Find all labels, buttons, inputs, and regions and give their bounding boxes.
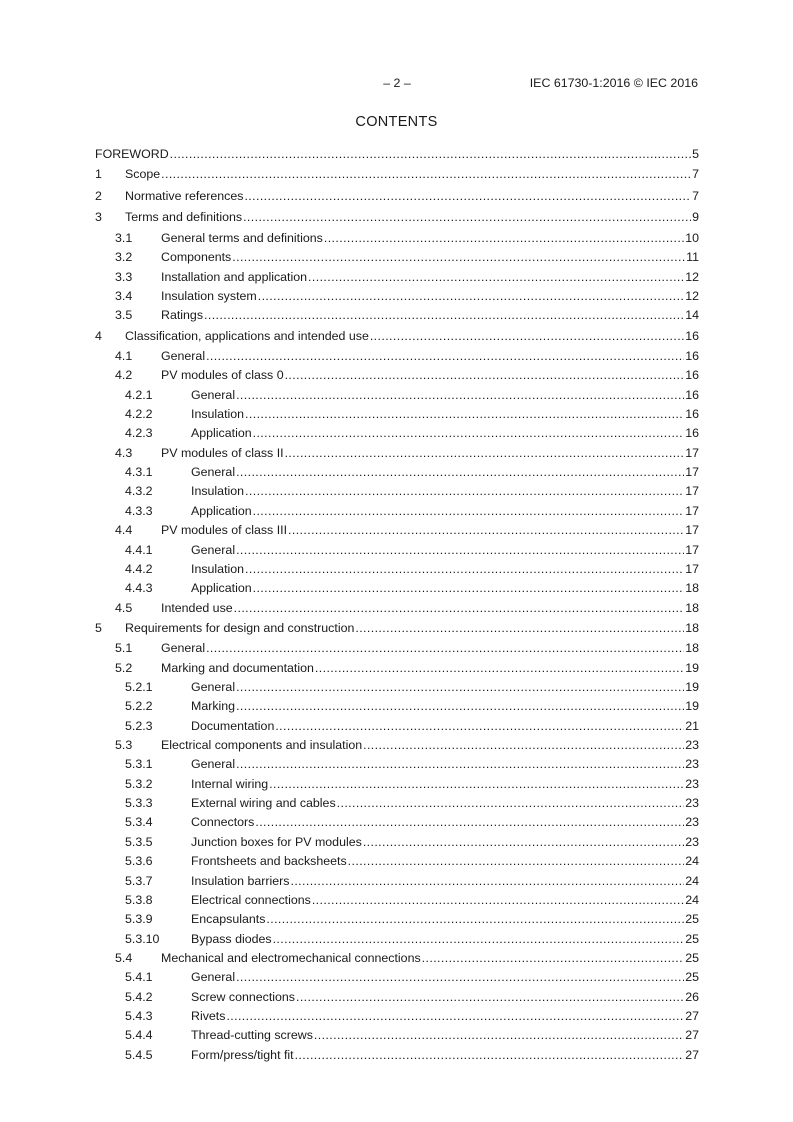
toc-leader-dots (273, 930, 685, 949)
toc-leader-dots (253, 579, 685, 598)
toc-entry[interactable] (95, 852, 699, 871)
toc-entry-number: 4 (95, 328, 102, 343)
toc-entry-label: Ratings (161, 308, 204, 323)
toc-entry-page: 17 (685, 465, 699, 480)
toc-entry-page: 5 (692, 147, 699, 161)
toc-entry-label: Encapsulants (191, 912, 266, 927)
toc-leader-dots (236, 386, 684, 405)
toc-entry-number: 5.4 (115, 950, 133, 965)
toc-entry[interactable] (95, 347, 699, 366)
toc-entry-label: Junction boxes for PV modules (191, 834, 362, 849)
toc-leader-dots (170, 145, 691, 164)
toc-entry-number: 3.3 (115, 269, 133, 284)
toc-entry-number: 4.1 (115, 349, 133, 364)
toc-entry-page: 26 (685, 989, 699, 1004)
toc-entry-page: 9 (692, 210, 699, 225)
toc-entry-label: Connectors (191, 815, 255, 830)
toc-entry-number: 3.4 (115, 288, 133, 303)
toc-entry-number: 5.3.8 (125, 892, 153, 907)
page-header (0, 76, 793, 92)
toc-entry-label: Normative references (125, 188, 244, 203)
toc-entry-label: FOREWORD (95, 147, 169, 161)
toc-entry[interactable] (95, 186, 699, 208)
toc-entry-page: 7 (692, 167, 699, 182)
page-number: – 2 – (383, 76, 411, 90)
toc-entry-label: Documentation (191, 718, 275, 733)
toc-leader-dots (312, 891, 684, 910)
toc-entry-number: 5.3 (115, 738, 133, 753)
toc-entry-label: Electrical connections (191, 892, 311, 907)
toc-entry-page: 25 (685, 931, 699, 946)
toc-entry[interactable] (95, 968, 699, 987)
toc-entry-number: 3.5 (115, 308, 133, 323)
toc-entry-number: 5 (95, 620, 102, 635)
toc-entry-number: 5.3.7 (125, 873, 153, 888)
toc-entry[interactable] (95, 1046, 699, 1065)
toc-entry-label: Insulation barriers (191, 873, 290, 888)
toc-entry[interactable] (95, 639, 699, 658)
toc-leader-dots (232, 248, 685, 267)
toc-entry[interactable] (95, 618, 699, 640)
toc-entry-number: 4.2 (115, 368, 133, 383)
toc-entry[interactable] (95, 599, 699, 618)
toc-entry-page: 17 (685, 542, 699, 557)
toc-leader-dots (348, 852, 685, 871)
toc-entry-label: Insulation (191, 484, 245, 499)
toc-entry-page: 24 (685, 892, 699, 907)
toc-entry-label: Screw connections (191, 989, 295, 1004)
toc-entry-page: 17 (685, 445, 699, 460)
toc-entry-label: Installation and application (161, 269, 308, 284)
toc-entry-page: 16 (685, 426, 699, 441)
toc-entry[interactable] (95, 579, 699, 598)
toc-leader-dots (234, 599, 685, 618)
toc-entry[interactable] (95, 910, 699, 929)
toc-entry-page: 24 (685, 854, 699, 869)
toc-entry-number: 4.4 (115, 523, 133, 538)
toc-entry-page: 23 (685, 815, 699, 830)
toc-leader-dots (253, 502, 685, 521)
toc-entry[interactable] (95, 444, 699, 463)
toc-entry[interactable] (95, 872, 699, 891)
toc-entry-number: 5.4.2 (125, 989, 153, 1004)
toc-entry-label: PV modules of class III (161, 523, 288, 538)
toc-entry-label: Electrical components and insulation (161, 738, 363, 753)
toc-leader-dots (245, 560, 684, 579)
toc-entry[interactable] (95, 891, 699, 910)
toc-leader-dots (290, 872, 684, 891)
toc-entry[interactable] (95, 386, 699, 405)
toc-entry-number: 5.2.3 (125, 718, 153, 733)
toc-entry-label: Terms and definitions (125, 210, 243, 225)
toc-entry-label: PV modules of class 0 (161, 368, 284, 383)
toc-entry[interactable] (95, 678, 699, 697)
toc-entry-label: General terms and definitions (161, 230, 323, 245)
toc-entry-label: Application (191, 426, 252, 441)
toc-leader-dots (236, 463, 684, 482)
toc-entry-number: 4.3.3 (125, 503, 153, 518)
toc-leader-dots (226, 1007, 684, 1026)
toc-entry-page: 16 (685, 407, 699, 422)
toc-entry-label: Bypass diodes (191, 931, 272, 946)
toc-entry-page: 23 (685, 757, 699, 772)
toc-entry-page: 18 (685, 641, 699, 656)
toc-entry[interactable] (95, 659, 699, 678)
toc-entry-label: Insulation (191, 407, 245, 422)
toc-entry-label: Intended use (161, 600, 233, 615)
toc-entry[interactable] (95, 424, 699, 443)
toc-entry-page: 16 (685, 328, 699, 343)
toc-leader-dots (244, 186, 691, 208)
toc-leader-dots (295, 1046, 685, 1065)
toc-entry[interactable] (95, 813, 699, 832)
toc-entry-label: Insulation system (161, 288, 257, 303)
toc-entry-number: 5.4.5 (125, 1047, 153, 1062)
toc-entry-label: General (191, 465, 236, 480)
toc-entry[interactable] (95, 560, 699, 579)
toc-entry[interactable] (95, 207, 699, 229)
toc-leader-dots (324, 229, 684, 248)
toc-entry-number: 4.4.1 (125, 542, 153, 557)
toc-entry-number: 5.3.4 (125, 815, 153, 830)
toc-entry-number: 4.3.2 (125, 484, 153, 499)
toc-leader-dots (253, 424, 685, 443)
toc-entry-page: 24 (685, 873, 699, 888)
toc-entry[interactable] (95, 1026, 699, 1045)
toc-entry-label: Insulation (191, 561, 245, 576)
toc-entry-page: 16 (685, 349, 699, 364)
toc-entry[interactable] (95, 697, 699, 716)
toc-entry[interactable] (95, 287, 699, 306)
toc-entry-number: 2 (95, 188, 102, 203)
toc-entry-number: 3.1 (115, 230, 133, 245)
toc-entry-page: 17 (685, 484, 699, 499)
table-of-contents (95, 145, 699, 1065)
contents-title: CONTENTS (355, 114, 438, 130)
toc-entry-page: 17 (685, 561, 699, 576)
toc-entry[interactable] (95, 988, 699, 1007)
toc-leader-dots (296, 988, 684, 1007)
toc-entry-label: External wiring and cables (191, 796, 336, 811)
toc-entry-label: Thread-cutting screws (191, 1028, 313, 1043)
toc-entry-number: 5.3.3 (125, 796, 153, 811)
toc-entry[interactable] (95, 326, 699, 348)
toc-entry-page: 25 (685, 970, 699, 985)
toc-entry-label: Marking and documentation (161, 660, 314, 675)
toc-entry-number: 5.3.6 (125, 854, 153, 869)
toc-entry-number: 4.2.3 (125, 426, 153, 441)
toc-entry-label: Frontsheets and backsheets (191, 854, 347, 869)
toc-entry-number: 5.1 (115, 641, 133, 656)
toc-entry-label: Form/press/tight fit (191, 1047, 294, 1062)
toc-leader-dots (236, 678, 684, 697)
toc-entry-label: Components (161, 250, 232, 265)
toc-entry-number: 4.2.1 (125, 387, 153, 402)
toc-entry-page: 18 (685, 620, 699, 635)
toc-leader-dots (245, 405, 684, 424)
toc-leader-dots (206, 347, 684, 366)
toc-entry-page: 21 (685, 718, 699, 733)
toc-entry-page: 23 (685, 738, 699, 753)
toc-entry[interactable] (95, 794, 699, 813)
toc-entry-page: 27 (685, 1047, 699, 1062)
toc-entry[interactable] (95, 833, 699, 852)
toc-entry[interactable] (95, 1007, 699, 1026)
toc-leader-dots (308, 268, 684, 287)
toc-entry-number: 1 (95, 167, 102, 182)
toc-entry-label: General (161, 641, 206, 656)
toc-entry[interactable] (95, 502, 699, 521)
toc-entry-page: 12 (685, 269, 699, 284)
toc-entry[interactable] (95, 949, 699, 968)
standard-reference: IEC 61730-1:2016 © IEC 2016 (529, 76, 698, 90)
toc-entry[interactable] (95, 930, 699, 949)
toc-entry-label: Internal wiring (191, 776, 269, 791)
toc-entry-page: 19 (685, 680, 699, 695)
toc-entry-page: 27 (685, 1008, 699, 1023)
toc-entry-page: 17 (685, 523, 699, 538)
toc-entry-page: 19 (685, 660, 699, 675)
toc-entry-label: General (191, 387, 236, 402)
toc-leader-dots (236, 541, 684, 560)
toc-entry-label: Mechanical and electromechanical connections (161, 950, 421, 965)
toc-entry-number: 4.3.1 (125, 465, 153, 480)
toc-entry-number: 4.5 (115, 600, 133, 615)
toc-entry[interactable] (95, 521, 699, 540)
toc-leader-dots (236, 755, 684, 774)
toc-leader-dots (363, 833, 684, 852)
toc-entry-page: 16 (685, 387, 699, 402)
toc-leader-dots (370, 326, 684, 348)
toc-entry[interactable] (95, 775, 699, 794)
toc-entry-page: 7 (692, 188, 699, 203)
toc-entry-label: General (191, 970, 236, 985)
toc-entry-number: 4.2.2 (125, 407, 153, 422)
toc-leader-dots (269, 775, 684, 794)
toc-entry[interactable] (95, 541, 699, 560)
toc-entry-page: 27 (685, 1028, 699, 1043)
toc-entry-page: 16 (685, 368, 699, 383)
toc-entry-number: 5.3.1 (125, 757, 153, 772)
toc-leader-dots (315, 659, 684, 678)
toc-entry-page: 12 (685, 288, 699, 303)
toc-entry-page: 10 (685, 230, 699, 245)
toc-entry[interactable] (95, 248, 699, 267)
toc-leader-dots (285, 366, 685, 385)
toc-entry-page: 18 (685, 581, 699, 596)
toc-entry[interactable] (95, 463, 699, 482)
toc-entry-number: 5.4.1 (125, 970, 153, 985)
toc-entry-number: 4.3 (115, 445, 133, 460)
toc-leader-dots (363, 736, 684, 755)
toc-leader-dots (337, 794, 685, 813)
toc-leader-dots (204, 306, 684, 325)
toc-entry-number: 5.3.5 (125, 834, 153, 849)
toc-leader-dots (288, 521, 684, 540)
toc-entry[interactable] (95, 482, 699, 501)
toc-entry-number: 5.4.4 (125, 1028, 153, 1043)
toc-entry-label: Scope (125, 167, 161, 182)
toc-entry[interactable] (95, 736, 699, 755)
toc-entry-page: 17 (685, 503, 699, 518)
toc-entry-number: 5.2 (115, 660, 133, 675)
toc-leader-dots (258, 287, 684, 306)
toc-entry-page: 23 (685, 834, 699, 849)
toc-entry-number: 4.4.3 (125, 581, 153, 596)
toc-entry-label: Rivets (191, 1008, 226, 1023)
toc-entry[interactable] (95, 405, 699, 424)
toc-leader-dots (236, 697, 684, 716)
toc-entry-number: 5.4.3 (125, 1008, 153, 1023)
toc-entry[interactable] (95, 229, 699, 248)
toc-entry-page: 14 (685, 308, 699, 323)
toc-leader-dots (245, 482, 684, 501)
toc-entry-page: 25 (685, 912, 699, 927)
toc-entry-number: 5.2.1 (125, 680, 153, 695)
toc-entry[interactable] (95, 306, 699, 325)
toc-entry[interactable] (95, 366, 699, 385)
toc-entry[interactable] (95, 755, 699, 774)
toc-entry-number: 5.3.10 (125, 931, 160, 946)
toc-entry[interactable] (95, 145, 699, 164)
toc-entry-number: 5.2.2 (125, 699, 153, 714)
toc-leader-dots (255, 813, 684, 832)
toc-leader-dots (285, 444, 685, 463)
toc-entry-label: General (191, 680, 236, 695)
toc-leader-dots (355, 618, 684, 640)
toc-entry-label: General (191, 757, 236, 772)
toc-leader-dots (206, 639, 684, 658)
toc-entry-page: 25 (685, 950, 699, 965)
toc-leader-dots (266, 910, 684, 929)
toc-entry-label: Application (191, 503, 252, 518)
toc-entry-page: 23 (685, 796, 699, 811)
toc-leader-dots (161, 164, 691, 186)
toc-entry-label: Application (191, 581, 252, 596)
toc-entry-label: General (161, 349, 206, 364)
toc-leader-dots (243, 207, 691, 229)
toc-entry-number: 3.2 (115, 250, 133, 265)
toc-leader-dots (275, 717, 684, 736)
toc-entry-number: 5.3.9 (125, 912, 153, 927)
toc-leader-dots (236, 968, 684, 987)
toc-entry-page: 19 (685, 699, 699, 714)
toc-entry[interactable] (95, 268, 699, 287)
toc-entry-label: Marking (191, 699, 236, 714)
toc-entry-label: PV modules of class II (161, 445, 284, 460)
toc-entry-label: Requirements for design and construction (125, 620, 355, 635)
toc-entry-label: Classification, applications and intended use (125, 328, 369, 343)
toc-entry-number: 5.3.2 (125, 776, 153, 791)
toc-leader-dots (314, 1026, 684, 1045)
toc-entry-page: 23 (685, 776, 699, 791)
toc-leader-dots (422, 949, 685, 968)
toc-entry-label: General (191, 542, 236, 557)
toc-entry-page: 18 (685, 600, 699, 615)
toc-entry-number: 3 (95, 210, 102, 225)
toc-entry[interactable] (95, 164, 699, 186)
toc-entry[interactable] (95, 717, 699, 736)
toc-entry-number: 4.4.2 (125, 561, 153, 576)
toc-entry-page: 11 (686, 250, 699, 265)
